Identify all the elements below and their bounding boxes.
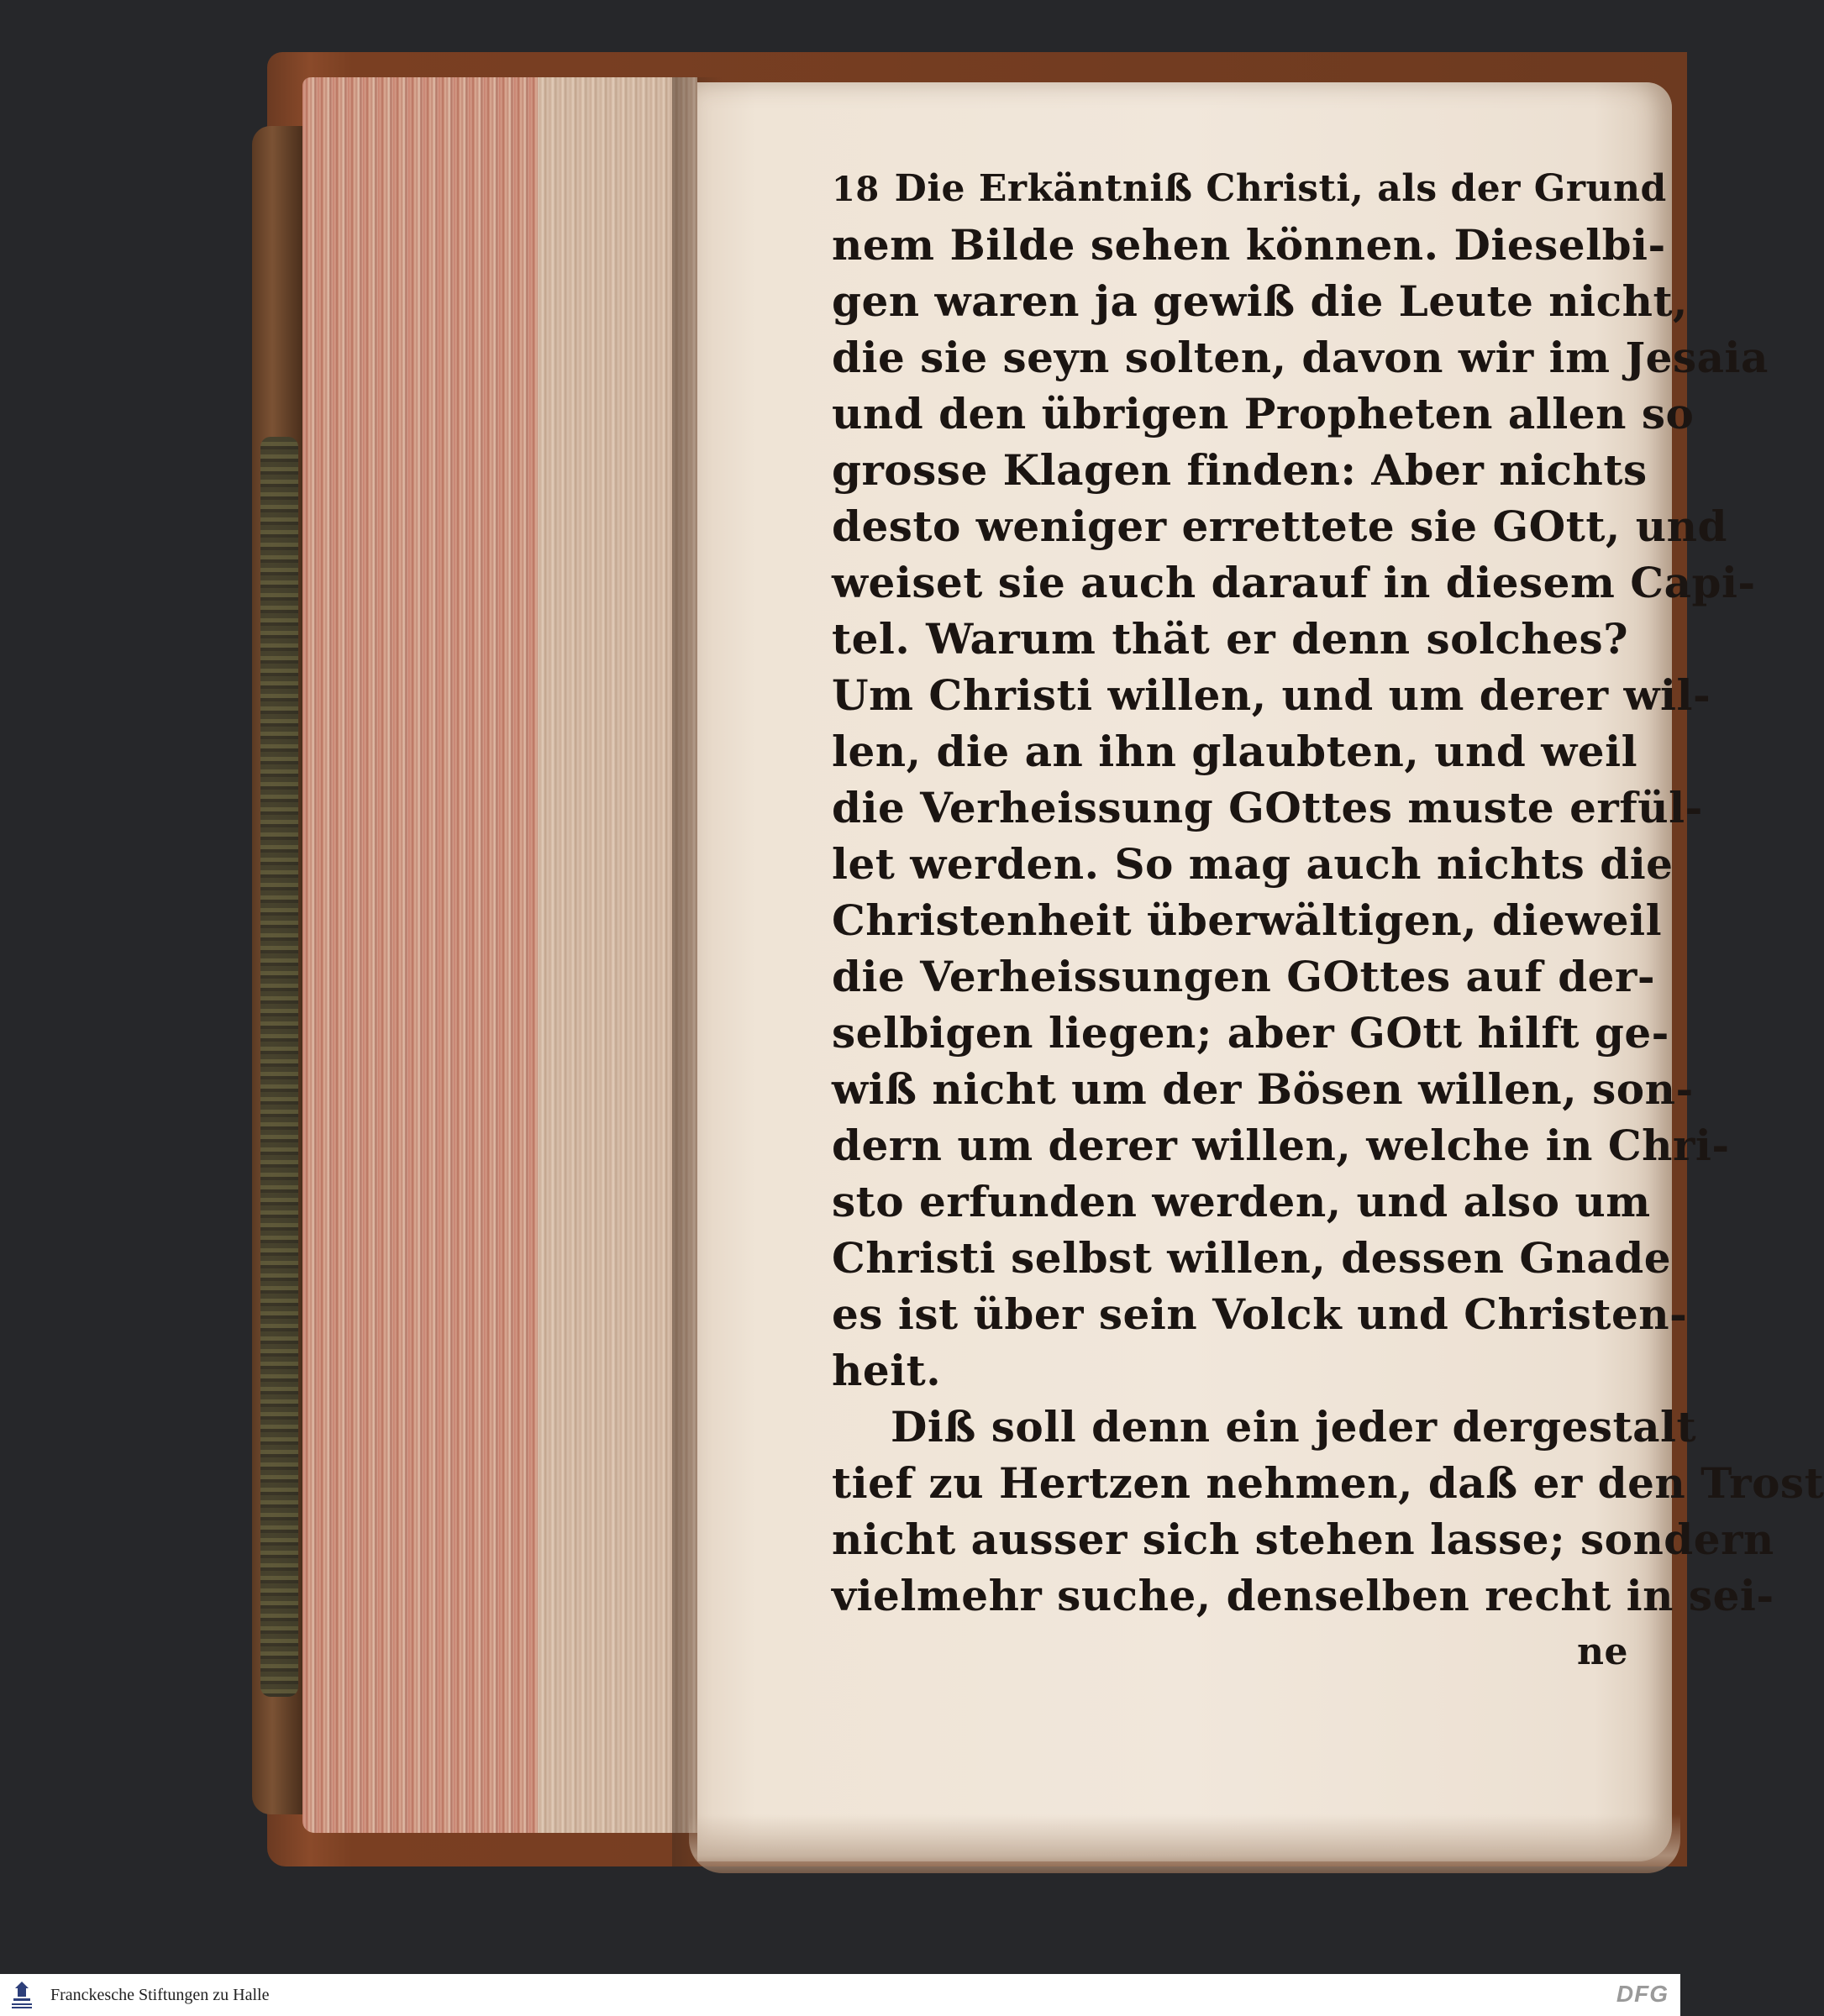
text-line: len, die an ihn glaubten, und weil bbox=[832, 727, 1638, 776]
text-line: die Verheissungen GOttes auf der- bbox=[832, 952, 1656, 1001]
text-line: nicht ausser sich stehen lasse; sondern bbox=[832, 1515, 1774, 1564]
text-line: Diß soll denn ein jeder dergestalt bbox=[891, 1402, 1697, 1452]
institution-logo-icon bbox=[7, 1978, 37, 2012]
text-line: vielmehr suche, denselben recht in sei- bbox=[832, 1571, 1774, 1620]
text-line: grosse Klagen finden: Aber nichts bbox=[832, 445, 1648, 495]
text-line: selbigen liegen; aber GOtt hilft ge- bbox=[832, 1008, 1669, 1058]
text-line: gen waren ja gewiß die Leute nicht, bbox=[832, 276, 1688, 326]
text-line: let werden. So mag auch nichts die bbox=[832, 839, 1674, 889]
page-text bbox=[832, 161, 1824, 1680]
text-line: heit. bbox=[832, 1346, 942, 1395]
text-line: Um Christi willen, und um derer wil- bbox=[832, 670, 1711, 720]
running-head-title: Die Erkäntniß Christi, als der Grund bbox=[894, 167, 1667, 210]
text-line: desto weniger errettete sie GOtt, und bbox=[832, 501, 1727, 551]
running-head bbox=[832, 161, 1667, 217]
page-number: 18 bbox=[832, 170, 880, 209]
institution-name[interactable]: Franckesche Stiftungen zu Halle bbox=[50, 1985, 270, 2004]
text-line: es ist über sein Volck und Christen- bbox=[832, 1289, 1688, 1339]
catchword: ne bbox=[1577, 1630, 1628, 1673]
text-line: tel. Warum thät er denn solches? bbox=[832, 614, 1628, 664]
dfg-logo[interactable]: DFG bbox=[1616, 1981, 1669, 2007]
text-line: sto erfunden werden, und also um bbox=[832, 1177, 1651, 1226]
franckesche-stiftungen-logo[interactable] bbox=[0, 1974, 44, 2016]
page-bottom-edge bbox=[689, 1814, 1680, 1873]
text-line: tief zu Hertzen nehmen, daß er den Trost bbox=[832, 1458, 1824, 1508]
footer-bar bbox=[0, 1974, 1680, 2016]
text-line: die Verheissung GOttes muste erfül- bbox=[832, 783, 1703, 832]
text-line: dern um derer willen, welche in Chri- bbox=[832, 1121, 1730, 1170]
text-line: und den übrigen Propheten allen so bbox=[832, 389, 1695, 438]
text-line: wiß nicht um der Bösen willen, son- bbox=[832, 1064, 1694, 1114]
text-line: die sie seyn solten, davon wir im Jesaia bbox=[832, 333, 1769, 382]
text-line: Christi selbst willen, dessen Gnade bbox=[832, 1233, 1672, 1283]
text-line: nem Bilde sehen können. Dieselbi- bbox=[832, 220, 1666, 270]
text-line: Christenheit überwältigen, dieweil bbox=[832, 895, 1663, 945]
speckled-cover-edge bbox=[260, 437, 298, 1697]
text-line: weiset sie auch darauf in diesem Capi- bbox=[832, 558, 1756, 607]
